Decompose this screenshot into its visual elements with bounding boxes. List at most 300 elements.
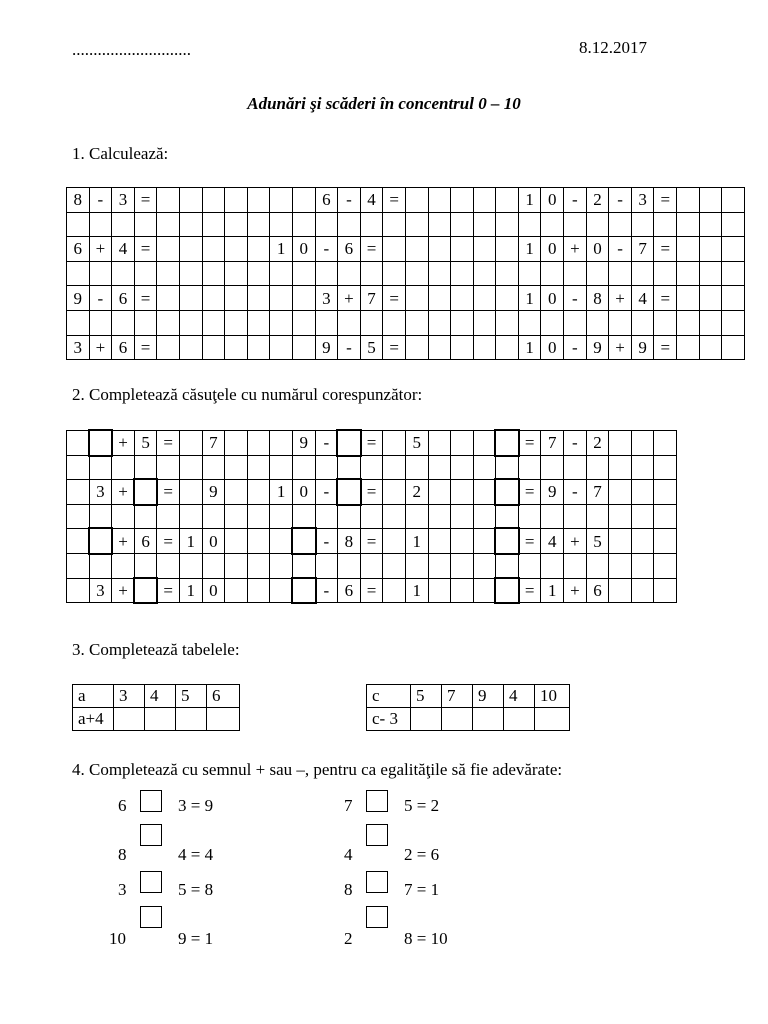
- grid-cell[interactable]: [67, 261, 90, 286]
- grid-cell[interactable]: [428, 578, 451, 603]
- grid-cell[interactable]: [473, 212, 496, 237]
- grid-cell[interactable]: [722, 188, 745, 213]
- grid-cell[interactable]: [699, 335, 722, 360]
- answer-box[interactable]: [89, 431, 112, 456]
- grid-cell[interactable]: [270, 286, 293, 311]
- grid-cell[interactable]: [609, 431, 632, 456]
- grid-cell[interactable]: [202, 455, 225, 480]
- grid-cell[interactable]: [360, 261, 383, 286]
- grid-cell[interactable]: [225, 188, 248, 213]
- grid-cell[interactable]: [564, 212, 587, 237]
- grid-cell[interactable]: [134, 212, 157, 237]
- grid-cell[interactable]: [112, 504, 135, 529]
- grid-cell[interactable]: [179, 455, 202, 480]
- grid-cell[interactable]: [631, 529, 654, 554]
- grid-cell[interactable]: [225, 529, 248, 554]
- table-cell[interactable]: [114, 708, 145, 731]
- grid-cell[interactable]: [89, 310, 112, 335]
- grid-cell[interactable]: [383, 504, 406, 529]
- grid-cell[interactable]: [586, 310, 609, 335]
- grid-cell[interactable]: [202, 212, 225, 237]
- grid-cell[interactable]: [451, 335, 474, 360]
- grid-cell[interactable]: [473, 431, 496, 456]
- grid-cell[interactable]: [518, 455, 541, 480]
- grid-cell[interactable]: [270, 529, 293, 554]
- grid-cell[interactable]: [383, 431, 406, 456]
- grid-cell[interactable]: [473, 480, 496, 505]
- grid-cell[interactable]: [496, 212, 519, 237]
- grid-cell[interactable]: [202, 286, 225, 311]
- grid-cell[interactable]: [247, 310, 270, 335]
- grid-cell[interactable]: [405, 237, 428, 262]
- grid-cell[interactable]: [654, 578, 677, 603]
- grid-cell[interactable]: [631, 553, 654, 578]
- grid-cell[interactable]: [292, 310, 315, 335]
- grid-cell[interactable]: [609, 578, 632, 603]
- grid-cell[interactable]: [405, 335, 428, 360]
- grid-cell[interactable]: [428, 553, 451, 578]
- grid-cell[interactable]: [677, 188, 700, 213]
- grid-cell[interactable]: [496, 335, 519, 360]
- grid-cell[interactable]: [270, 188, 293, 213]
- grid-cell[interactable]: [89, 212, 112, 237]
- grid-cell[interactable]: [654, 553, 677, 578]
- grid-cell[interactable]: [292, 286, 315, 311]
- table-cell[interactable]: [207, 708, 240, 731]
- grid-cell[interactable]: [586, 504, 609, 529]
- grid-cell[interactable]: [134, 504, 157, 529]
- grid-cell[interactable]: [270, 431, 293, 456]
- grid-cell[interactable]: [247, 455, 270, 480]
- grid-cell[interactable]: [270, 212, 293, 237]
- grid-cell[interactable]: [518, 261, 541, 286]
- grid-cell[interactable]: [247, 480, 270, 505]
- grid-cell[interactable]: [179, 286, 202, 311]
- grid-cell[interactable]: [338, 212, 361, 237]
- grid-cell[interactable]: [315, 455, 338, 480]
- grid-cell[interactable]: [157, 310, 180, 335]
- sign-box[interactable]: [366, 824, 388, 846]
- grid-cell[interactable]: [473, 188, 496, 213]
- grid-cell[interactable]: [247, 237, 270, 262]
- grid-cell[interactable]: [699, 188, 722, 213]
- grid-cell[interactable]: [67, 480, 90, 505]
- grid-cell[interactable]: [89, 455, 112, 480]
- grid-cell[interactable]: [677, 286, 700, 311]
- grid-cell[interactable]: [112, 310, 135, 335]
- grid-cell[interactable]: [631, 480, 654, 505]
- grid-cell[interactable]: [496, 504, 519, 529]
- grid-cell[interactable]: [360, 504, 383, 529]
- grid-cell[interactable]: [292, 553, 315, 578]
- grid-cell[interactable]: [225, 212, 248, 237]
- grid-cell[interactable]: [360, 455, 383, 480]
- grid-cell[interactable]: [67, 529, 90, 554]
- grid-cell[interactable]: [112, 455, 135, 480]
- grid-cell[interactable]: [518, 212, 541, 237]
- grid-cell[interactable]: [654, 261, 677, 286]
- grid-cell[interactable]: [157, 237, 180, 262]
- answer-box[interactable]: [496, 529, 519, 554]
- grid-cell[interactable]: [722, 286, 745, 311]
- grid-cell[interactable]: [112, 261, 135, 286]
- grid-cell[interactable]: [179, 212, 202, 237]
- grid-cell[interactable]: [473, 455, 496, 480]
- grid-cell[interactable]: [451, 504, 474, 529]
- grid-cell[interactable]: [677, 237, 700, 262]
- grid-cell[interactable]: [496, 310, 519, 335]
- grid-cell[interactable]: [270, 310, 293, 335]
- grid-cell[interactable]: [315, 212, 338, 237]
- grid-cell[interactable]: [405, 455, 428, 480]
- grid-cell[interactable]: [654, 529, 677, 554]
- grid-cell[interactable]: [631, 455, 654, 480]
- grid-cell[interactable]: [67, 578, 90, 603]
- grid-cell[interactable]: [428, 286, 451, 311]
- grid-cell[interactable]: [225, 553, 248, 578]
- grid-cell[interactable]: [609, 529, 632, 554]
- grid-cell[interactable]: [383, 553, 406, 578]
- grid-cell[interactable]: [292, 188, 315, 213]
- grid-cell[interactable]: [451, 237, 474, 262]
- grid-cell[interactable]: [405, 188, 428, 213]
- grid-cell[interactable]: [428, 335, 451, 360]
- grid-cell[interactable]: [473, 261, 496, 286]
- grid-cell[interactable]: [383, 455, 406, 480]
- grid-cell[interactable]: [179, 261, 202, 286]
- sign-box[interactable]: [366, 871, 388, 893]
- grid-cell[interactable]: [541, 310, 564, 335]
- grid-cell[interactable]: [270, 335, 293, 360]
- grid-cell[interactable]: [292, 504, 315, 529]
- grid-cell[interactable]: [609, 480, 632, 505]
- grid-cell[interactable]: [383, 237, 406, 262]
- grid-cell[interactable]: [586, 212, 609, 237]
- table-cell[interactable]: [535, 708, 570, 731]
- grid-cell[interactable]: [112, 212, 135, 237]
- answer-box[interactable]: [292, 529, 315, 554]
- grid-cell[interactable]: [564, 455, 587, 480]
- grid-cell[interactable]: [157, 188, 180, 213]
- answer-box[interactable]: [338, 480, 361, 505]
- grid-cell[interactable]: [247, 431, 270, 456]
- grid-cell[interactable]: [202, 261, 225, 286]
- grid-cell[interactable]: [473, 504, 496, 529]
- grid-cell[interactable]: [609, 504, 632, 529]
- grid-cell[interactable]: [541, 553, 564, 578]
- grid-cell[interactable]: [654, 431, 677, 456]
- grid-cell[interactable]: [67, 553, 90, 578]
- grid-cell[interactable]: [292, 261, 315, 286]
- table-cell[interactable]: [145, 708, 176, 731]
- grid-cell[interactable]: [677, 310, 700, 335]
- grid-cell[interactable]: [225, 504, 248, 529]
- table-cell[interactable]: [176, 708, 207, 731]
- answer-box[interactable]: [134, 480, 157, 505]
- grid-cell[interactable]: [292, 335, 315, 360]
- grid-cell[interactable]: [428, 237, 451, 262]
- answer-box[interactable]: [292, 578, 315, 603]
- grid-cell[interactable]: [586, 455, 609, 480]
- grid-cell[interactable]: [541, 504, 564, 529]
- grid-cell[interactable]: [699, 261, 722, 286]
- answer-box[interactable]: [338, 431, 361, 456]
- grid-cell[interactable]: [631, 431, 654, 456]
- grid-cell[interactable]: [677, 261, 700, 286]
- grid-cell[interactable]: [609, 455, 632, 480]
- grid-cell[interactable]: [315, 504, 338, 529]
- grid-cell[interactable]: [564, 553, 587, 578]
- grid-cell[interactable]: [89, 553, 112, 578]
- grid-cell[interactable]: [451, 310, 474, 335]
- grid-cell[interactable]: [722, 212, 745, 237]
- grid-cell[interactable]: [428, 455, 451, 480]
- grid-cell[interactable]: [179, 504, 202, 529]
- grid-cell[interactable]: [654, 480, 677, 505]
- grid-cell[interactable]: [134, 310, 157, 335]
- grid-cell[interactable]: [292, 455, 315, 480]
- grid-cell[interactable]: [157, 455, 180, 480]
- grid-cell[interactable]: [225, 310, 248, 335]
- grid-cell[interactable]: [677, 212, 700, 237]
- grid-cell[interactable]: [225, 455, 248, 480]
- grid-cell[interactable]: [428, 188, 451, 213]
- grid-cell[interactable]: [496, 261, 519, 286]
- grid-cell[interactable]: [473, 310, 496, 335]
- grid-cell[interactable]: [134, 553, 157, 578]
- grid-cell[interactable]: [654, 504, 677, 529]
- sign-box[interactable]: [366, 790, 388, 812]
- grid-cell[interactable]: [247, 212, 270, 237]
- grid-cell[interactable]: [473, 237, 496, 262]
- grid-cell[interactable]: [202, 553, 225, 578]
- grid-cell[interactable]: [270, 504, 293, 529]
- grid-cell[interactable]: [699, 310, 722, 335]
- grid-cell[interactable]: [179, 188, 202, 213]
- grid-cell[interactable]: [428, 480, 451, 505]
- grid-cell[interactable]: [383, 212, 406, 237]
- grid-cell[interactable]: [67, 310, 90, 335]
- grid-cell[interactable]: [383, 310, 406, 335]
- grid-cell[interactable]: [541, 212, 564, 237]
- grid-cell[interactable]: [247, 261, 270, 286]
- grid-cell[interactable]: [722, 261, 745, 286]
- grid-cell[interactable]: [405, 310, 428, 335]
- grid-cell[interactable]: [428, 504, 451, 529]
- grid-cell[interactable]: [631, 261, 654, 286]
- grid-cell[interactable]: [383, 480, 406, 505]
- grid-cell[interactable]: [112, 553, 135, 578]
- grid-cell[interactable]: [405, 286, 428, 311]
- grid-cell[interactable]: [496, 455, 519, 480]
- grid-cell[interactable]: [451, 188, 474, 213]
- grid-cell[interactable]: [270, 578, 293, 603]
- answer-box[interactable]: [496, 480, 519, 505]
- grid-cell[interactable]: [564, 504, 587, 529]
- grid-cell[interactable]: [631, 310, 654, 335]
- grid-cell[interactable]: [338, 553, 361, 578]
- grid-cell[interactable]: [428, 261, 451, 286]
- grid-cell[interactable]: [564, 261, 587, 286]
- grid-cell[interactable]: [89, 261, 112, 286]
- grid-cell[interactable]: [473, 529, 496, 554]
- grid-cell[interactable]: [631, 578, 654, 603]
- grid-cell[interactable]: [247, 504, 270, 529]
- sign-box[interactable]: [140, 871, 162, 893]
- grid-cell[interactable]: [428, 310, 451, 335]
- grid-cell[interactable]: [67, 431, 90, 456]
- grid-cell[interactable]: [473, 335, 496, 360]
- grid-cell[interactable]: [654, 310, 677, 335]
- grid-cell[interactable]: [157, 504, 180, 529]
- grid-cell[interactable]: [338, 504, 361, 529]
- grid-cell[interactable]: [360, 212, 383, 237]
- grid-cell[interactable]: [586, 261, 609, 286]
- grid-cell[interactable]: [451, 431, 474, 456]
- grid-cell[interactable]: [654, 212, 677, 237]
- grid-cell[interactable]: [179, 480, 202, 505]
- grid-cell[interactable]: [225, 286, 248, 311]
- grid-cell[interactable]: [247, 335, 270, 360]
- grid-cell[interactable]: [247, 578, 270, 603]
- grid-cell[interactable]: [496, 237, 519, 262]
- grid-cell[interactable]: [496, 188, 519, 213]
- grid-cell[interactable]: [338, 261, 361, 286]
- grid-cell[interactable]: [225, 480, 248, 505]
- grid-cell[interactable]: [179, 237, 202, 262]
- grid-cell[interactable]: [451, 455, 474, 480]
- grid-cell[interactable]: [179, 553, 202, 578]
- answer-box[interactable]: [496, 578, 519, 603]
- grid-cell[interactable]: [496, 553, 519, 578]
- grid-cell[interactable]: [247, 553, 270, 578]
- grid-cell[interactable]: [270, 553, 293, 578]
- grid-cell[interactable]: [270, 455, 293, 480]
- answer-box[interactable]: [134, 578, 157, 603]
- grid-cell[interactable]: [518, 310, 541, 335]
- grid-cell[interactable]: [564, 310, 587, 335]
- grid-cell[interactable]: [157, 212, 180, 237]
- grid-cell[interactable]: [247, 286, 270, 311]
- grid-cell[interactable]: [179, 431, 202, 456]
- grid-cell[interactable]: [473, 553, 496, 578]
- grid-cell[interactable]: [428, 529, 451, 554]
- grid-cell[interactable]: [338, 455, 361, 480]
- table-cell[interactable]: [504, 708, 535, 731]
- answer-box[interactable]: [89, 529, 112, 554]
- grid-cell[interactable]: [360, 553, 383, 578]
- grid-cell[interactable]: [473, 578, 496, 603]
- grid-cell[interactable]: [541, 261, 564, 286]
- grid-cell[interactable]: [270, 261, 293, 286]
- grid-cell[interactable]: [247, 188, 270, 213]
- grid-cell[interactable]: [405, 504, 428, 529]
- grid-cell[interactable]: [179, 335, 202, 360]
- grid-cell[interactable]: [134, 455, 157, 480]
- grid-cell[interactable]: [157, 553, 180, 578]
- sign-box[interactable]: [366, 906, 388, 928]
- grid-cell[interactable]: [451, 529, 474, 554]
- grid-cell[interactable]: [699, 286, 722, 311]
- grid-cell[interactable]: [496, 286, 519, 311]
- grid-cell[interactable]: [405, 553, 428, 578]
- grid-cell[interactable]: [451, 286, 474, 311]
- grid-cell[interactable]: [89, 504, 112, 529]
- grid-cell[interactable]: [338, 310, 361, 335]
- grid-cell[interactable]: [202, 237, 225, 262]
- grid-cell[interactable]: [699, 212, 722, 237]
- grid-cell[interactable]: [541, 455, 564, 480]
- grid-cell[interactable]: [451, 578, 474, 603]
- grid-cell[interactable]: [609, 310, 632, 335]
- grid-cell[interactable]: [405, 261, 428, 286]
- grid-cell[interactable]: [292, 212, 315, 237]
- grid-cell[interactable]: [225, 237, 248, 262]
- sign-box[interactable]: [140, 906, 162, 928]
- grid-cell[interactable]: [360, 310, 383, 335]
- grid-cell[interactable]: [202, 335, 225, 360]
- grid-cell[interactable]: [609, 553, 632, 578]
- grid-cell[interactable]: [609, 261, 632, 286]
- grid-cell[interactable]: [518, 504, 541, 529]
- table-cell[interactable]: [411, 708, 442, 731]
- grid-cell[interactable]: [451, 553, 474, 578]
- grid-cell[interactable]: [383, 529, 406, 554]
- table-cell[interactable]: [442, 708, 473, 731]
- grid-cell[interactable]: [631, 504, 654, 529]
- grid-cell[interactable]: [722, 310, 745, 335]
- grid-cell[interactable]: [179, 310, 202, 335]
- grid-cell[interactable]: [157, 286, 180, 311]
- grid-cell[interactable]: [631, 212, 654, 237]
- grid-cell[interactable]: [134, 261, 157, 286]
- grid-cell[interactable]: [383, 578, 406, 603]
- answer-box[interactable]: [496, 431, 519, 456]
- grid-cell[interactable]: [677, 335, 700, 360]
- grid-cell[interactable]: [609, 212, 632, 237]
- grid-cell[interactable]: [722, 237, 745, 262]
- grid-cell[interactable]: [315, 261, 338, 286]
- grid-cell[interactable]: [202, 504, 225, 529]
- grid-cell[interactable]: [225, 335, 248, 360]
- grid-cell[interactable]: [586, 553, 609, 578]
- grid-cell[interactable]: [67, 504, 90, 529]
- grid-cell[interactable]: [225, 431, 248, 456]
- grid-cell[interactable]: [699, 237, 722, 262]
- grid-cell[interactable]: [315, 310, 338, 335]
- grid-cell[interactable]: [157, 261, 180, 286]
- grid-cell[interactable]: [654, 455, 677, 480]
- grid-cell[interactable]: [518, 553, 541, 578]
- grid-cell[interactable]: [202, 188, 225, 213]
- grid-cell[interactable]: [67, 212, 90, 237]
- grid-cell[interactable]: [315, 553, 338, 578]
- grid-cell[interactable]: [383, 261, 406, 286]
- grid-cell[interactable]: [451, 261, 474, 286]
- sign-box[interactable]: [140, 824, 162, 846]
- grid-cell[interactable]: [451, 480, 474, 505]
- grid-cell[interactable]: [67, 455, 90, 480]
- grid-cell[interactable]: [428, 431, 451, 456]
- grid-cell[interactable]: [405, 212, 428, 237]
- table-cell[interactable]: [473, 708, 504, 731]
- sign-box[interactable]: [140, 790, 162, 812]
- grid-cell[interactable]: [202, 310, 225, 335]
- grid-cell[interactable]: [157, 335, 180, 360]
- grid-cell[interactable]: [225, 261, 248, 286]
- grid-cell[interactable]: [451, 212, 474, 237]
- grid-cell[interactable]: [722, 335, 745, 360]
